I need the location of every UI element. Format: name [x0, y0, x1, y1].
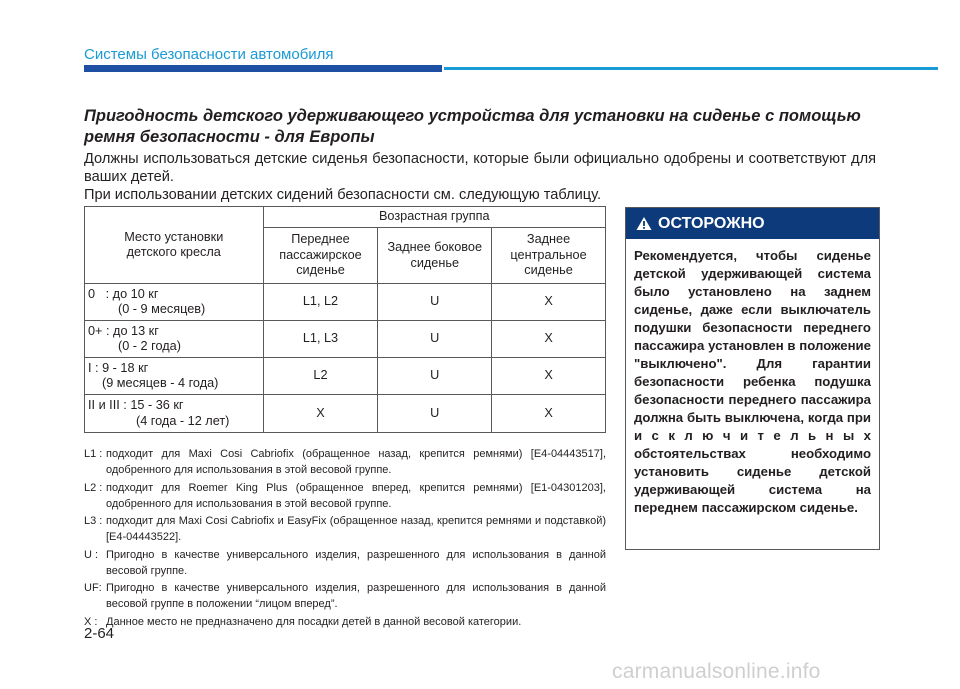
table-cell: L1, L3: [263, 321, 378, 358]
note-text: Пригодно в качестве универсального изделия, разрешенного для использования в данной весовой группе в положении “лицом вперед”.: [106, 582, 606, 610]
table-header-seat-location: Место установки детского кресла: [85, 207, 264, 284]
table-header-age-group: Возрастная группа: [263, 207, 605, 228]
table-row: [85, 358, 606, 395]
warning-header: [626, 208, 879, 239]
section-title: Системы безопасности автомобиля: [84, 46, 334, 63]
note-item: [84, 513, 606, 545]
seat-suitability-table: [84, 206, 606, 433]
note-key: L3 :: [84, 515, 103, 527]
note-key: L2 :: [84, 481, 103, 494]
note-key: X :: [84, 615, 98, 628]
note-key: U :: [84, 548, 99, 561]
note-key: L1 :: [84, 448, 103, 460]
warning-title: ОСТОРОЖНО: [658, 214, 765, 232]
group-weight: II и III : 15 - 36 кг: [88, 398, 184, 412]
table-row: [85, 395, 606, 433]
group-age: (4 года - 12 лет): [136, 413, 230, 428]
table-cell-group: [85, 358, 264, 395]
note-item: [84, 480, 606, 512]
note-key: UF:: [84, 582, 102, 594]
group-weight: I : 9 - 18 кг: [88, 360, 149, 375]
note-item: [84, 446, 606, 478]
table-row: [85, 321, 606, 358]
table-subheader-rear-side: Заднее боковое сиденье: [378, 228, 492, 284]
group-age: (9 месяцев - 4 года): [102, 376, 219, 390]
table-cell: X: [263, 395, 378, 433]
group-weight: 0+ : до 13 кг: [88, 323, 159, 338]
table-subheader-rear-center: Заднее центральное сиденье: [492, 228, 606, 284]
table-notes: [84, 446, 606, 631]
table-cell: U: [378, 358, 492, 395]
group-age: (0 - 9 месяцев): [118, 302, 206, 316]
warning-triangle-icon: [636, 216, 652, 231]
table-cell-group: [85, 321, 264, 358]
warning-box: [625, 207, 880, 550]
group-weight: 0 : до 10 кг: [88, 286, 159, 301]
table-cell-group: [85, 395, 264, 433]
watermark: carmanualsonline.info: [612, 660, 821, 683]
table-cell-group: [85, 284, 264, 321]
header-rule-dark: [84, 65, 442, 72]
table-row: [85, 284, 606, 321]
note-item: [84, 547, 606, 579]
table-cell: U: [378, 395, 492, 433]
note-text: подходит для Maxi Cosi Cabriofix (обращенное назад, крепится ремнями) [E4-04443517], одобренного для использования в этой весовой группе.: [106, 448, 606, 476]
note-text: Пригодно в качестве универсального изделия, разрешенного для использования в данной весовой группе.: [106, 548, 606, 577]
page-heading: Пригодность детского удерживающего устройства для установки на сиденье с помощью ремня безопасности - для Европы: [84, 107, 861, 146]
table-subheader-front: Переднее пассажирское сиденье: [263, 228, 378, 284]
note-text: подходит для Roemer King Plus (обращенное вперед, крепится ремнями) [E1-04301203], одобренного для использования в этой весовой группе.: [106, 481, 606, 510]
note-text: Данное место не предназначено для посадки детей в данной весовой категории.: [106, 615, 522, 628]
note-text: подходит для Maxi Cosi Cabriofix и EasyFix (обращенное назад, крепится ремнями и подставкой) [E4-04443522].: [106, 515, 606, 543]
paragraph-2: При использовании детских сидений безопасности см. следующую таблицу.: [84, 187, 602, 203]
table-cell: L1, L2: [263, 284, 378, 321]
note-item: [84, 580, 606, 612]
table-cell: X: [492, 358, 606, 395]
warning-text: Рекомендуется, чтобы сиденье детской удерживающей система было установлено на заднем сиденье, даже если выключатель подушки безопасности переднего пассажира установлен в положение "выключено". Для гарантии безопасности ребенка подушка безопасности переднего пассажира должна быть выключена, когда при и с к л ю ч и т е л ь н ы х обстоятельствах необходимо установить сиденье детской удерживающей система на переднем пассажирском сиденье.: [634, 248, 871, 515]
header-rule-light: [444, 67, 938, 70]
paragraph-1: Должны использоваться детские сиденья безопасности, которые были официально одобрены и соответствуют для ваших детей.: [84, 151, 876, 185]
table-cell: U: [378, 321, 492, 358]
table-cell: X: [492, 321, 606, 358]
table-cell: X: [492, 395, 606, 433]
note-item: [84, 614, 606, 630]
page-number: 2-64: [84, 625, 115, 642]
group-age: (0 - 2 года): [118, 339, 181, 353]
table-cell: X: [492, 284, 606, 321]
table-cell: U: [378, 284, 492, 321]
table-cell: L2: [263, 358, 378, 395]
